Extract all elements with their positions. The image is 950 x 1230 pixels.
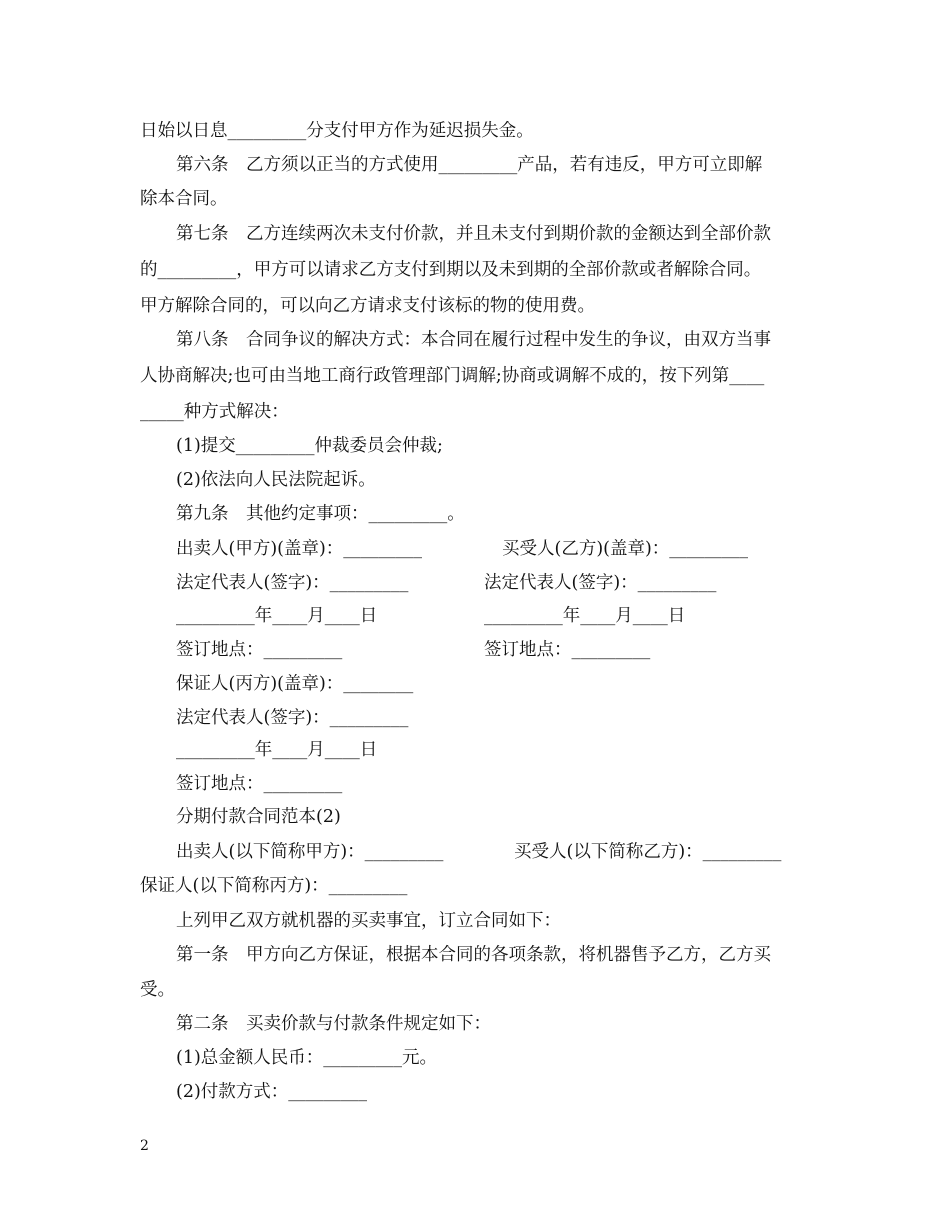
section-heading: 分期付款合同范本(2)	[176, 807, 341, 827]
text-line: 的_________，甲方可以请求乙方支付到期以及未到期的全部价款或者解除合同。	[140, 260, 762, 280]
article-8-line-1: 第八条 合同争议的解决方式：本合同在履行过程中发生的争议，由双方当事	[176, 330, 771, 350]
guarantor-party-line: 保证人(以下简称丙方)：_________	[140, 876, 408, 896]
article-9: 第九条 其他约定事项：_________。	[176, 504, 465, 524]
list-item: (1)总金额人民币：_________元。	[176, 1048, 438, 1068]
article-1-line-1: 第一条 甲方向乙方保证，根据本合同的各项条款，将机器售予乙方，乙方买	[176, 945, 771, 965]
list-item: (2)付款方式：_________	[176, 1082, 368, 1102]
text-line: 除本合同。	[140, 189, 228, 209]
list-item: (2)依法向人民法院起诉。	[176, 470, 376, 490]
article-7-line-1: 第七条 乙方连续两次未支付价款，并且未支付到期价款的金额达到全部价款	[176, 224, 771, 244]
guarantor-rep-line: 法定代表人(签字)：_________	[176, 708, 409, 728]
article-6-line-1: 第六条 乙方须以正当的方式使用_________产品，若有违反，甲方可立即解	[176, 155, 763, 175]
text-line: 日始以日息_________分支付甲方作为延迟损失金。	[140, 121, 534, 141]
text-line: _____种方式解决：	[140, 402, 289, 422]
seller-seal-line: 出卖人(甲方)(盖章)：_________	[176, 539, 423, 559]
buyer-party-line: 买受人(以下简称乙方)：_________	[514, 842, 782, 862]
seller-date-line: _________年____月____日	[176, 606, 378, 626]
article-2: 第二条 买卖价款与付款条件规定如下：	[176, 1014, 491, 1034]
seller-rep-line: 法定代表人(签字)：_________	[176, 573, 409, 593]
guarantor-date-line: _________年____月____日	[176, 740, 378, 760]
page-number: 2	[140, 1138, 149, 1154]
buyer-seal-line: 买受人(乙方)(盖章)：_________	[502, 539, 749, 559]
text-line: 受。	[140, 980, 175, 1000]
text-line: 上列甲乙双方就机器的买卖事宜，订立合同如下：	[176, 911, 561, 931]
buyer-place-line: 签订地点：_________	[484, 640, 651, 660]
guarantor-place-line: 签订地点：_________	[176, 774, 343, 794]
guarantor-seal-line: 保证人(丙方)(盖章)：________	[176, 674, 414, 694]
list-item: (1)提交_________仲裁委员会仲裁;	[176, 436, 443, 456]
seller-party-line: 出卖人(以下简称甲方)：_________	[176, 842, 444, 862]
text-line: 人协商解决;也可由当地工商行政管理部门调解;协商或调解不成的，按下列第____	[140, 366, 765, 386]
buyer-rep-line: 法定代表人(签字)：_________	[484, 573, 717, 593]
text-line: 甲方解除合同的，可以向乙方请求支付该标的物的使用费。	[140, 296, 595, 316]
seller-place-line: 签订地点：_________	[176, 640, 343, 660]
buyer-date-line: _________年____月____日	[484, 606, 686, 626]
